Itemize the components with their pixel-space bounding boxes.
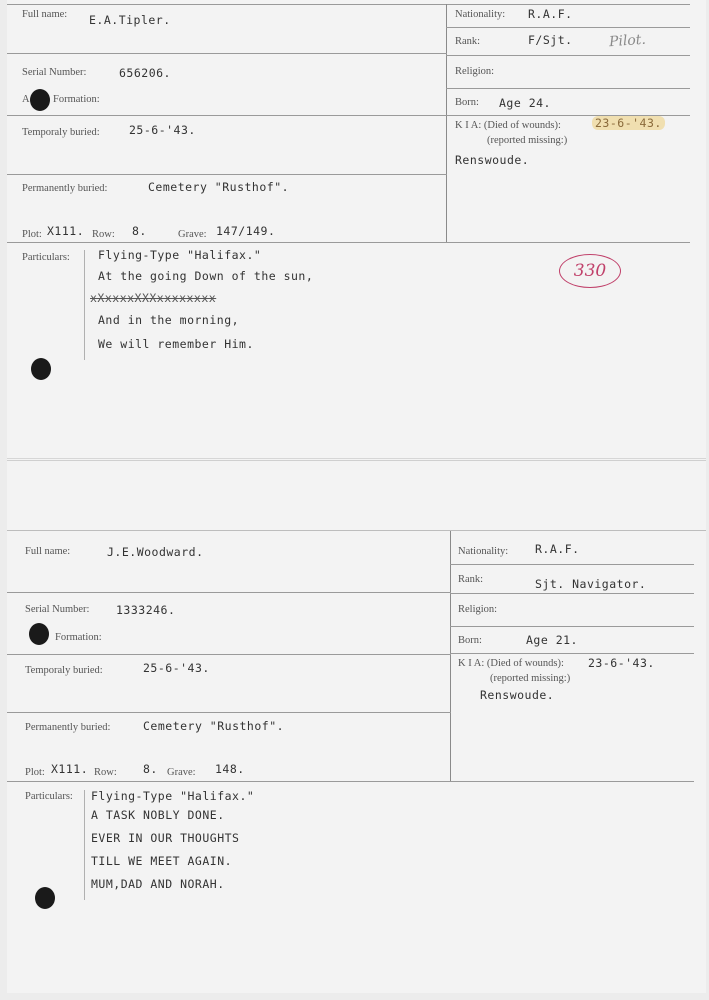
kia-place-value: Renswoude. [480,688,555,702]
rank-label: Rank: [458,574,484,585]
plot-value: X111. [47,224,85,238]
particulars-line: Flying-Type "Halifax." [98,248,262,262]
rank-label: Rank: [455,36,481,47]
temporary-buried-label: Temporaly buried: [22,127,100,138]
particulars-line: At the going Down of the sun, [98,269,314,283]
row-rule [7,712,451,713]
rank-handwritten-note: Pilot. [608,31,647,51]
punch-hole [35,887,55,909]
row-rule [7,592,451,593]
nationality-value: R.A.F. [528,7,573,21]
grave-label: Grave: [178,229,207,240]
punch-hole [30,89,50,111]
row-rule [450,653,694,654]
particulars-label: Particulars: [25,791,73,802]
row-rule [446,27,690,28]
plot-label: Plot: [22,229,42,240]
formation-prefix: A [22,94,30,105]
row-value: 8. [143,762,158,776]
row-rule [450,626,694,627]
column-divider [450,531,451,781]
permanently-buried-value: Cemetery "Rusthof". [148,180,290,194]
born-label: Born: [458,635,482,646]
row-label: Row: [92,229,115,240]
plot-value: X111. [51,762,89,776]
archive-number-stamp: 330 [559,254,621,288]
full-name-value: E.A.Tipler. [89,13,171,27]
formation-label: Formation: [53,94,100,105]
punch-hole [29,623,49,645]
particulars-line: We will remember Him. [98,337,254,351]
row-value: 8. [132,224,147,238]
row-rule [7,115,447,116]
row-rule [7,242,690,243]
kia-date-value: 23-6-'43. [592,116,665,130]
card-top-rule [7,530,706,531]
born-value: Age 21. [526,633,578,647]
serial-number-label: Serial Number: [22,67,87,78]
particulars-line: A TASK NOBLY DONE. [91,808,225,822]
full-name-value: J.E.Woodward. [107,545,204,559]
temporary-buried-value: 25-6-'43. [129,123,196,137]
grave-label: Grave: [167,767,196,778]
particulars-line: Flying-Type "Halifax." [91,789,255,803]
reported-missing-label: (reported missing:) [487,135,568,146]
born-label: Born: [455,97,479,108]
kia-date-value: 23-6-'43. [588,656,655,670]
record-card-woodward [7,460,706,993]
particulars-line: EVER IN OUR THOUGHTS [91,831,240,845]
serial-number-value: 656206. [119,66,171,80]
religion-label: Religion: [455,66,495,77]
full-name-label: Full name: [22,9,68,20]
row-rule [7,654,451,655]
card-top-rule [7,4,690,5]
particulars-line: MUM,DAD AND NORAH. [91,877,225,891]
permanently-buried-label: Permanently buried: [25,722,111,733]
kia-label: K I A: (Died of wounds): [458,658,564,669]
grave-value: 147/149. [216,224,276,238]
particulars-line-struck: xXxxxxXXXxxxxxxxx [90,291,217,305]
rank-value: F/Sjt. [528,33,573,47]
row-rule [450,593,694,594]
row-rule [7,174,447,175]
particulars-line: And in the morning, [98,313,240,327]
formation-label: Formation: [55,632,102,643]
temporary-buried-value: 25-6-'43. [143,661,210,675]
particulars-margin [84,790,85,900]
serial-number-label: Serial Number: [25,604,90,615]
permanently-buried-value: Cemetery "Rusthof". [143,719,285,733]
row-rule [446,88,690,89]
row-rule [450,564,694,565]
nationality-value: R.A.F. [535,542,580,556]
kia-place-value: Renswoude. [455,153,530,167]
religion-label: Religion: [458,604,498,615]
row-rule [7,781,694,782]
born-value: Age 24. [499,96,551,110]
rank-value: Sjt. Navigator. [535,577,647,591]
nationality-label: Nationality: [455,9,506,20]
punch-hole [31,358,51,380]
kia-label: K I A: (Died of wounds): [455,120,561,131]
particulars-margin [84,250,85,360]
serial-number-value: 1333246. [116,603,176,617]
row-label: Row: [94,767,117,778]
particulars-line: TILL WE MEET AGAIN. [91,854,233,868]
particulars-label: Particulars: [22,252,70,263]
row-rule [446,55,690,56]
grave-value: 148. [215,762,245,776]
nationality-label: Nationality: [458,546,509,557]
plot-label: Plot: [25,767,45,778]
permanently-buried-label: Permanently buried: [22,183,108,194]
reported-missing-label: (reported missing:) [490,673,571,684]
temporary-buried-label: Temporaly buried: [25,665,103,676]
row-rule [7,53,447,54]
column-divider [446,4,447,242]
card-edge [7,458,706,459]
full-name-label: Full name: [25,546,71,557]
